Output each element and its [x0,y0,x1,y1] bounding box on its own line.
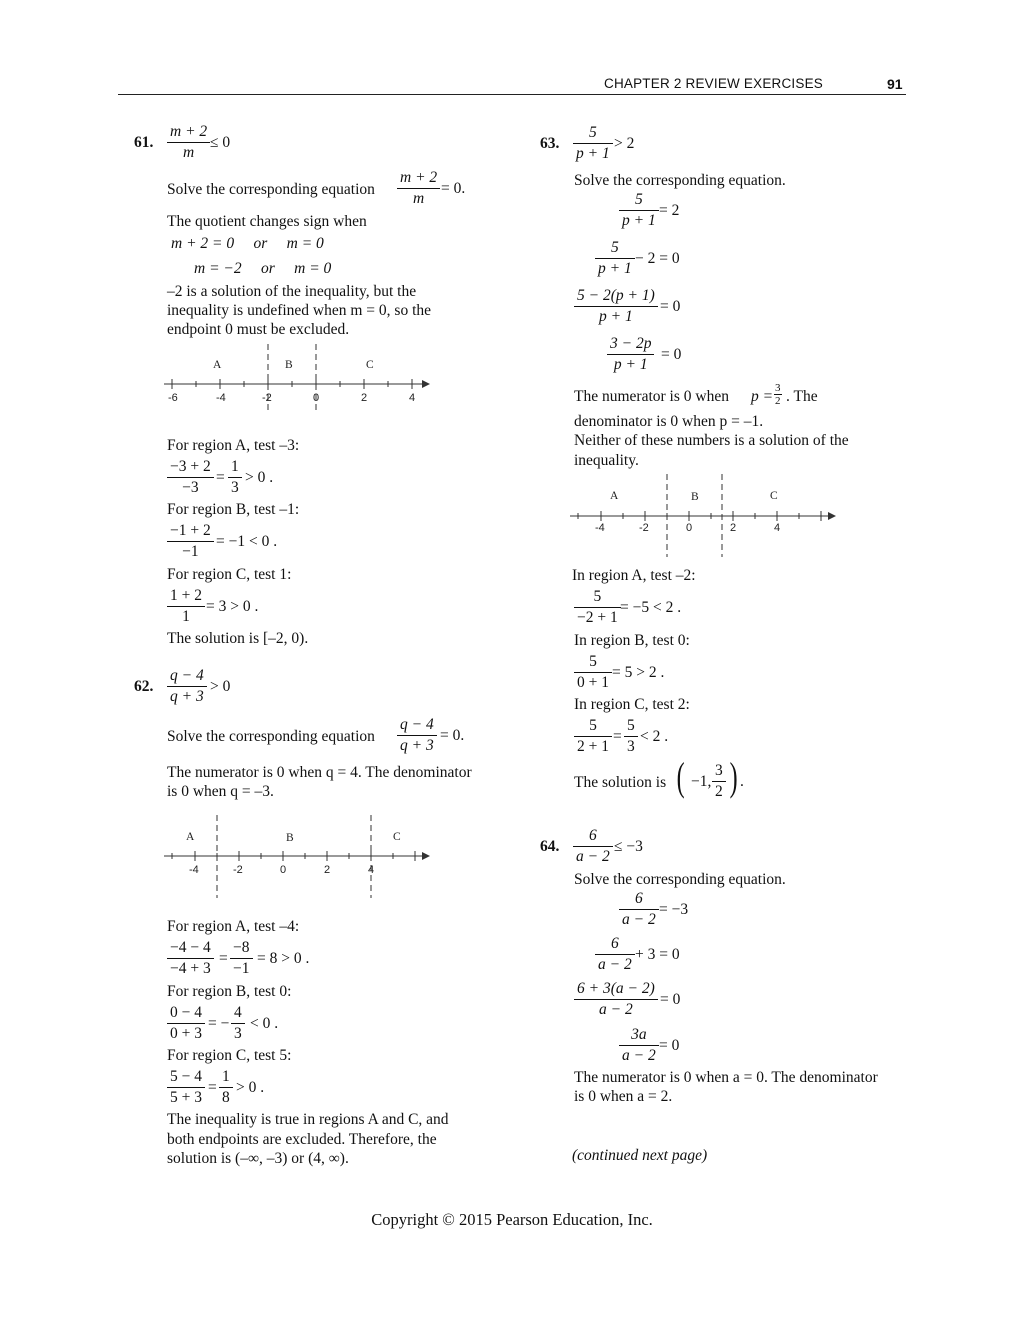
tick-label: 0 [313,392,320,404]
p64-solve-text: Solve the corresponding equation. [574,871,786,888]
p62-fa-rhs: = 8 > 0 . [257,950,310,967]
tick-label: 0 [686,522,693,534]
p62-conclusion-1: The inequality is true in regions A and C, and [167,1111,449,1128]
tick-label: -2 [233,864,243,876]
p64-step3-rhs: = 0 [660,991,681,1008]
p62-eq-fraction: $\frac{q - 4}{q + 3}$ [397,715,437,756]
p62-conclusion-3: solution is (–∞, –3) or (4, ∞). [167,1150,349,1167]
continued-note: (continued next page) [572,1147,708,1164]
p63-step2-frac: $\frac{5}{p + 1}$ [595,238,635,279]
chapter-header: CHAPTER 2 REVIEW EXERCISES [604,76,823,91]
p64-step4-frac: $\frac{3a}{a - 2}$ [619,1025,659,1066]
region-label: B [691,491,699,503]
p63-solution-frac: $\frac{3}{2}$ [712,761,726,802]
p61-number-line [160,343,435,413]
region-label: C [770,490,778,502]
p62-fb-frac1: $\frac{0 - 4}{0 + 3}$ [167,1003,205,1044]
p63-fc-frac1: $\frac{5}{2 + 1}$ [574,716,612,757]
tick-label: -4 [189,864,199,876]
region-label: A [186,831,195,843]
p62-conclusion-2: both endpoints are excluded. Therefore, the [167,1131,437,1148]
tick-label: -2 [639,522,649,534]
p61-row2: m = −2 or m = 0 [194,260,332,277]
p62-fb-rhs: < 0 . [250,1015,279,1032]
p64-step1-frac: $\frac{6}{a - 2}$ [619,889,659,930]
p63-numerator-end: . The [786,388,818,405]
p61-region-b: For region B, test –1: [167,501,300,518]
p63-neither-2: inequality. [574,452,639,469]
tick-label: 4 [774,522,781,534]
p63-fb-rhs: = 5 > 2 . [612,664,665,681]
p62-eq-rhs: = 0. [440,727,465,744]
p61-fa-frac2: $\frac{1}{3}$ [228,457,242,498]
region-label: B [285,359,293,371]
p63-ineq-fraction: $\frac{5}{p + 1}$ [573,123,613,164]
p63-fb-frac: $\frac{5}{0 + 1}$ [574,652,612,693]
p63-step3-rhs: = 0 [660,298,681,315]
p61-fc-frac: $\frac{1 + 2}{1}$ [167,586,205,627]
p61-line1: –2 is a solution of the inequality, but the [167,283,417,300]
p62-ineq-rhs: > 0 [210,678,231,695]
p63-solution-lower: −1, [691,773,712,790]
region-label: C [393,831,401,843]
p63-fc-rhs: < 2 . [640,728,669,745]
tick-label: -4 [216,392,226,404]
p61-eq-fraction: $\frac{m + 2}{m}$ [397,168,440,209]
p63-solution-text: The solution is [574,774,667,791]
tick-label: 0 [280,864,287,876]
tick-label: 4 [368,864,375,876]
tick-label: 2 [730,522,737,534]
p62-fc-rhs: > 0 . [236,1079,265,1096]
region-label: C [366,359,374,371]
p64-ineq-fraction: $\frac{6}{a - 2}$ [573,826,613,867]
p62-number-line [160,814,435,900]
tick-label: 2 [361,392,368,404]
p63-step1-rhs: = 2 [659,202,680,219]
p61-row1: m + 2 = 0 or m = 0 [171,235,324,252]
p63-step1-frac: $\frac{5}{p + 1}$ [619,190,659,231]
region-label: A [213,359,222,371]
p63-neither-1: Neither of these numbers is a solution of the [574,432,849,449]
copyright-footer: Copyright © 2015 Pearson Education, Inc. [371,1210,653,1229]
p63-fa-frac: $\frac{5}{-2 + 1}$ [574,587,621,628]
header-rule [118,94,906,95]
p62-fb-frac2: $\frac{4}{3}$ [231,1003,245,1044]
problem-61-number: 61. [134,134,154,151]
p61-fc-rhs: = 3 > 0 . [206,598,259,615]
p61-line2: inequality is undefined when m = 0, so the [167,302,432,319]
p62-line2: is 0 when q = –3. [167,783,274,800]
p61-fb-frac: $\frac{-1 + 2}{-1}$ [167,521,214,562]
p63-fa-rhs: = −5 < 2 . [620,599,682,616]
p63-fc-eq: = [613,728,622,745]
region-label: B [286,832,294,844]
p64-step1-rhs: = −3 [659,901,689,918]
tick-label: 4 [409,392,416,404]
p63-step4-frac: $\frac{3 - 2p}{p + 1}$ [607,334,654,375]
p61-quotient-text: The quotient changes sign when [167,213,367,230]
p61-region-a: For region A, test –3: [167,437,300,454]
p62-fb-eq: = − [208,1015,230,1032]
problem-62-number: 62. [134,678,154,695]
problem-63-number: 63. [540,135,560,152]
p62-line1: The numerator is 0 when q = 4. The denominator [167,764,472,781]
p63-step3-frac: $\frac{5 - 2(p + 1)}{p + 1}$ [574,286,658,327]
tick-label: -2 [262,392,272,404]
page-number: 91 [887,76,903,92]
p61-fa-rhs: > 0 . [245,469,274,486]
p61-ineq-fraction: $\frac{m + 2}{m}$ [167,122,210,163]
p61-solution: The solution is [–2, 0). [167,630,309,647]
p64-step2-rhs: + 3 = 0 [635,946,680,963]
p63-step4-rhs: = 0 [661,346,682,363]
p62-solve-text: Solve the corresponding equation [167,728,375,745]
p63-numerator-text: The numerator is 0 when [574,388,729,405]
p63-solution-end: . [740,773,744,790]
p61-solve-text: Solve the corresponding equation [167,181,375,198]
p63-denominator-text: denominator is 0 when p = –1. [574,413,764,430]
p61-eq-rhs: = 0. [441,180,466,197]
p62-region-a: For region A, test –4: [167,918,300,935]
p62-fc-frac1: $\frac{5 - 4}{5 + 3}$ [167,1067,205,1108]
p64-line1: The numerator is 0 when a = 0. The denominator [574,1069,878,1086]
p63-fc-frac2: $\frac{5}{3}$ [624,716,638,757]
p63-number-line [566,473,841,559]
p61-ineq-rhs: ≤ 0 [210,134,231,151]
p64-step2-frac: $\frac{6}{a - 2}$ [595,934,635,975]
p63-region-a: In region A, test –2: [572,567,696,584]
p64-ineq-rhs: ≤ −3 [614,838,643,855]
p62-fc-frac2: $\frac{1}{8}$ [219,1067,233,1108]
p62-fa-frac2: $\frac{-8}{-1}$ [230,938,253,979]
p63-step2-rhs: − 2 = 0 [635,250,680,267]
p62-fa-eq: = [219,950,228,967]
problem-64-number: 64. [540,838,560,855]
p63-ineq-rhs: > 2 [614,135,635,152]
p63-solve-text: Solve the corresponding equation. [574,172,786,189]
tick-label: 2 [324,864,331,876]
p61-fa-eq: = [216,469,225,486]
p62-region-b: For region B, test 0: [167,983,292,1000]
p62-region-c: For region C, test 5: [167,1047,292,1064]
left-paren: ( [676,754,685,799]
p61-region-c: For region C, test 1: [167,566,292,583]
p63-region-c: In region C, test 2: [574,696,690,713]
p63-numerator-eq: p = [751,388,774,405]
p64-line2: is 0 when a = 2. [574,1088,673,1105]
p64-step3-frac: $\frac{6 + 3(a - 2)}{a - 2}$ [574,979,658,1020]
p61-fa-frac1: $\frac{-3 + 2}{-3}$ [167,457,214,498]
p63-three-halves: $\frac{3}{2}$ [775,382,781,407]
p64-step4-rhs: = 0 [659,1037,680,1054]
right-paren: ) [729,754,738,799]
tick-label: -6 [168,392,178,404]
p62-ineq-fraction: $\frac{q - 4}{q + 3}$ [167,666,207,707]
p62-fc-eq: = [208,1079,217,1096]
tick-label: -4 [595,522,605,534]
p62-fa-frac1: $\frac{-4 - 4}{-4 + 3}$ [167,938,214,979]
p61-line3: endpoint 0 must be excluded. [167,321,350,338]
region-label: A [610,490,619,502]
p61-fb-rhs: = −1 < 0 . [216,533,278,550]
p63-region-b: In region B, test 0: [574,632,690,649]
